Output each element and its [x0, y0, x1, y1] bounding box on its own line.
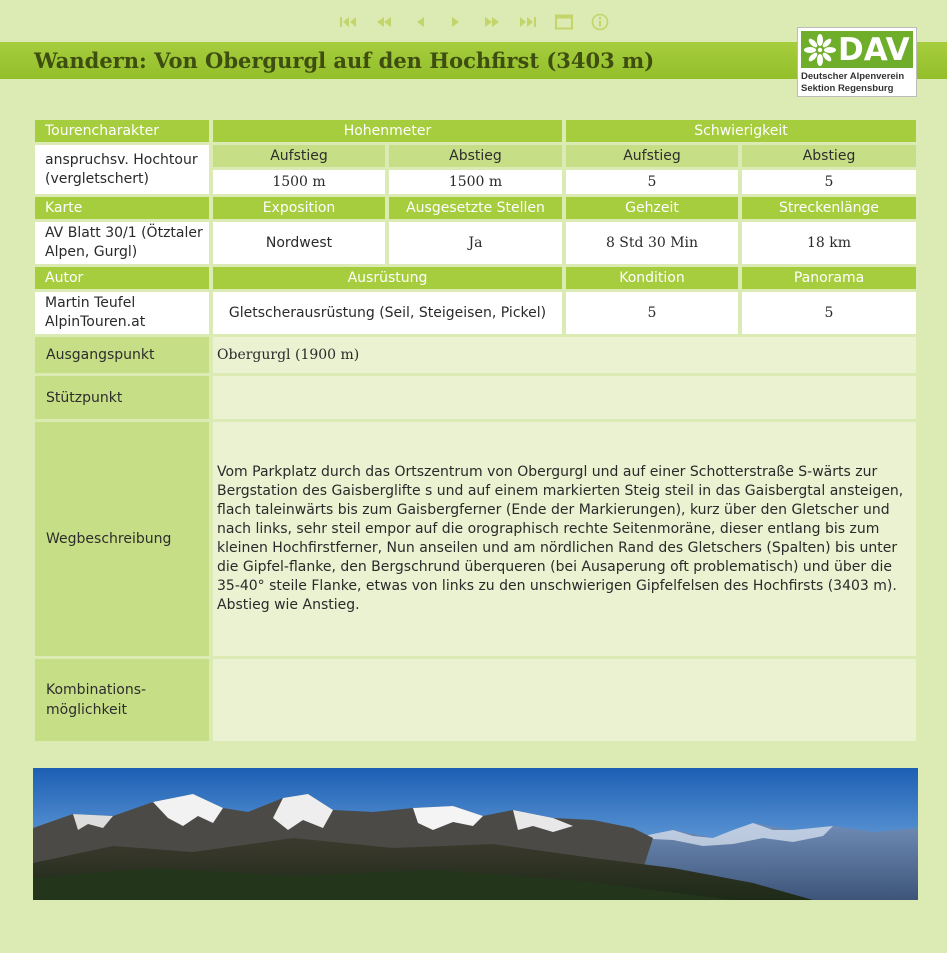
autor-header: Autor	[35, 267, 209, 289]
kombination-label	[35, 659, 209, 741]
stuetzpunkt-value	[213, 376, 916, 419]
ausgesetzte-value: Ja	[389, 222, 562, 264]
gehzeit-header: Gehzeit	[566, 197, 738, 219]
hm-aufstieg-header: Aufstieg	[213, 145, 385, 167]
logo-line-1: Deutscher Alpenverein	[801, 71, 905, 82]
logo-mark: DAV	[838, 31, 910, 68]
rewind-icon[interactable]	[373, 11, 395, 33]
page-title: Wandern: Von Obergurgl auf den Hochfirst (3403 m)	[34, 48, 655, 73]
prev-icon[interactable]	[409, 11, 431, 33]
tour-info-table	[31, 117, 920, 744]
ausruestung-header: Ausrüstung	[213, 267, 562, 289]
logo-line-2: Sektion Regensburg	[801, 83, 894, 94]
fast-forward-icon[interactable]	[481, 11, 503, 33]
ausruestung-value: Gletscherausrüstung (Seil, Steigeisen, Pickel)	[213, 292, 562, 334]
kondition-header: Kondition	[566, 267, 738, 289]
wegbeschreibung-value	[213, 422, 916, 656]
autor-name: Martin Teufel	[45, 295, 136, 311]
karte-header: Karte	[35, 197, 209, 219]
kombination-value	[213, 659, 916, 741]
last-page-icon[interactable]	[517, 11, 539, 33]
first-page-icon[interactable]	[337, 11, 359, 33]
sw-abstieg-value: 5	[742, 170, 916, 194]
window-icon[interactable]	[553, 11, 575, 33]
info-icon[interactable]	[589, 11, 611, 33]
strecke-header: Streckenlänge	[742, 197, 916, 219]
stuetzpunkt-label: Stützpunkt	[35, 376, 209, 419]
sw-aufstieg-value: 5	[566, 170, 738, 194]
abstieg-note: Abstieg wie Anstieg.	[217, 597, 360, 613]
panorama-illustration	[33, 768, 918, 900]
wegbeschreibung-text: Vom Parkplatz durch das Ortszentrum von Obergurgl und auf einer Schotterstraße S-wärts zur Bergstation des Gaisberglifte s und auf einem markierten Steig steil in das Gaisbergtal ansteigen, flach taleinwärts bis zum Gaisbergferner (Ende der Markierungen), kurz über den Gletscher und nach links, sehr steil empor auf die orographisch rechte Seitenmoräne, dieser entlang bis zum kleinen Hochfirstferner, Nun anseilen und am nördlichen Rand des Gletschers (Spalten) bis unter die Gipfel-flanke, den Bergschrund überqueren (bei Ausaperung oft problematisch) und über die 35-40° steile Flanke, etwas von links zu den unschwierigen Gipfelfelsen des Hochfirsts (3403 m).	[217, 464, 904, 594]
logo-subtitle	[801, 71, 904, 95]
sw-aufstieg-header: Aufstieg	[566, 145, 738, 167]
ausgesetzte-header: Ausgesetzte Stellen	[389, 197, 562, 219]
dav-logo	[797, 27, 917, 97]
tourencharakter-header: Tourencharakter	[35, 120, 209, 142]
hm-aufstieg-value: 1500 m	[213, 170, 385, 194]
edelweiss-icon	[804, 34, 836, 66]
hm-abstieg-value: 1500 m	[389, 170, 562, 194]
ausgangspunkt-label: Ausgangspunkt	[35, 337, 209, 373]
panorama-header: Panorama	[742, 267, 916, 289]
logo-badge	[801, 31, 913, 68]
autor-value	[35, 292, 209, 334]
exposition-value: Nordwest	[213, 222, 385, 264]
next-icon[interactable]	[445, 11, 467, 33]
mountain-panorama-image	[33, 768, 918, 900]
ausgangspunkt-value	[213, 337, 916, 373]
hm-abstieg-header: Abstieg	[389, 145, 562, 167]
kombination-label-line2: möglichkeit	[46, 702, 128, 718]
strecke-value: 18 km	[742, 222, 916, 264]
exposition-header: Exposition	[213, 197, 385, 219]
panorama-value: 5	[742, 292, 916, 334]
gehzeit-value: 8 Std 30 Min	[566, 222, 738, 264]
sw-abstieg-header: Abstieg	[742, 145, 916, 167]
kombination-label-line1: Kombinations-	[46, 682, 147, 698]
schwierigkeit-header: Schwierigkeit	[566, 120, 916, 142]
karte-value: AV Blatt 30/1 (Ötztaler Alpen, Gurgl)	[35, 222, 209, 264]
ausgangspunkt-text: Obergurgl (1900 m)	[217, 346, 360, 363]
kondition-value: 5	[566, 292, 738, 334]
hoehenmeter-header: Hohenmeter	[213, 120, 562, 142]
tourencharakter-value: anspruchsv. Hochtour (vergletschert)	[35, 145, 209, 194]
autor-source: AlpinTouren.at	[45, 314, 146, 330]
wegbeschreibung-label: Wegbeschreibung	[35, 422, 209, 656]
